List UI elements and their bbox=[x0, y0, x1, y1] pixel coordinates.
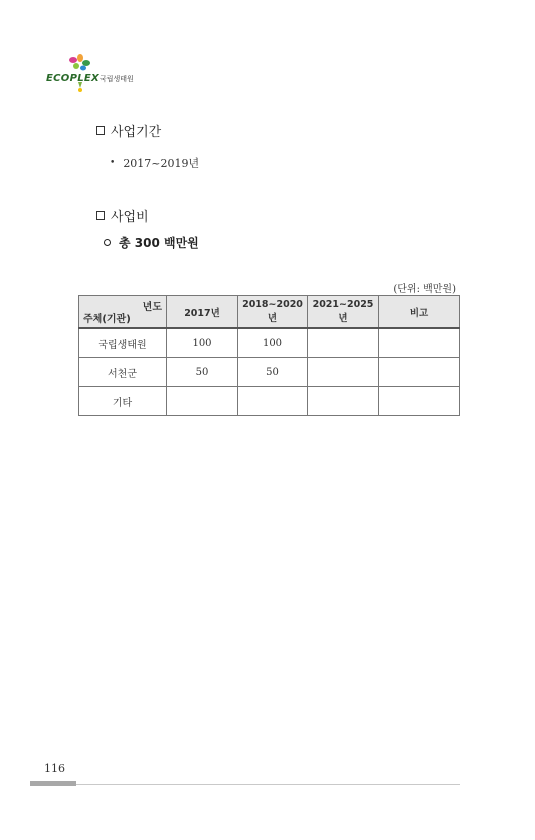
budget-total: 총 300 백만원 bbox=[119, 236, 199, 250]
table-row bbox=[79, 358, 460, 387]
table-row bbox=[79, 328, 460, 358]
table-cell bbox=[308, 387, 379, 416]
bullet-dot-icon: • bbox=[110, 158, 116, 168]
row-label: 기타 bbox=[79, 387, 167, 416]
section-title: 사업비 bbox=[111, 210, 149, 225]
table-cell bbox=[379, 328, 460, 358]
column-header: 2018~2020년 bbox=[238, 296, 308, 329]
table-cell: 100 bbox=[238, 328, 308, 358]
section-heading-budget bbox=[96, 206, 149, 225]
corner-year-label: 년도 bbox=[142, 302, 162, 313]
logo-subtitle: 국립생태원 bbox=[100, 75, 134, 83]
table-cell bbox=[238, 387, 308, 416]
column-header: 비고 bbox=[379, 296, 460, 329]
column-header: 2017년 bbox=[167, 296, 238, 329]
period-value: 2017~2019년 bbox=[123, 157, 200, 170]
table-cell bbox=[379, 387, 460, 416]
table-cell: 50 bbox=[167, 358, 238, 387]
table-row bbox=[79, 387, 460, 416]
table-header-row bbox=[79, 296, 460, 329]
table-cell bbox=[167, 387, 238, 416]
page-number: 116 bbox=[44, 762, 65, 775]
footer-rule bbox=[76, 784, 460, 785]
checkbox-square-icon bbox=[96, 126, 105, 135]
table-cell: 50 bbox=[238, 358, 308, 387]
table-corner-cell bbox=[79, 296, 167, 329]
table-cell bbox=[379, 358, 460, 387]
circle-bullet-icon bbox=[104, 239, 111, 246]
period-bullet bbox=[110, 155, 199, 171]
ecorium-logo bbox=[46, 54, 146, 94]
table-cell bbox=[308, 358, 379, 387]
logo-wordmark: ECOPLEX bbox=[46, 73, 100, 84]
table-cell: 100 bbox=[167, 328, 238, 358]
unit-label: (단위: 백만원) bbox=[393, 284, 456, 295]
section-heading-period bbox=[96, 121, 161, 140]
budget-total-line bbox=[104, 234, 199, 251]
column-header: 2021~2025년 bbox=[308, 296, 379, 329]
section-title: 사업기간 bbox=[111, 125, 162, 140]
corner-agency-label: 주체(기관) bbox=[83, 314, 131, 325]
budget-table bbox=[78, 295, 460, 416]
footer-accent-bar bbox=[30, 781, 76, 786]
row-label: 서천군 bbox=[79, 358, 167, 387]
row-label: 국립생태원 bbox=[79, 328, 167, 358]
table-cell bbox=[308, 328, 379, 358]
checkbox-square-icon bbox=[96, 211, 105, 220]
